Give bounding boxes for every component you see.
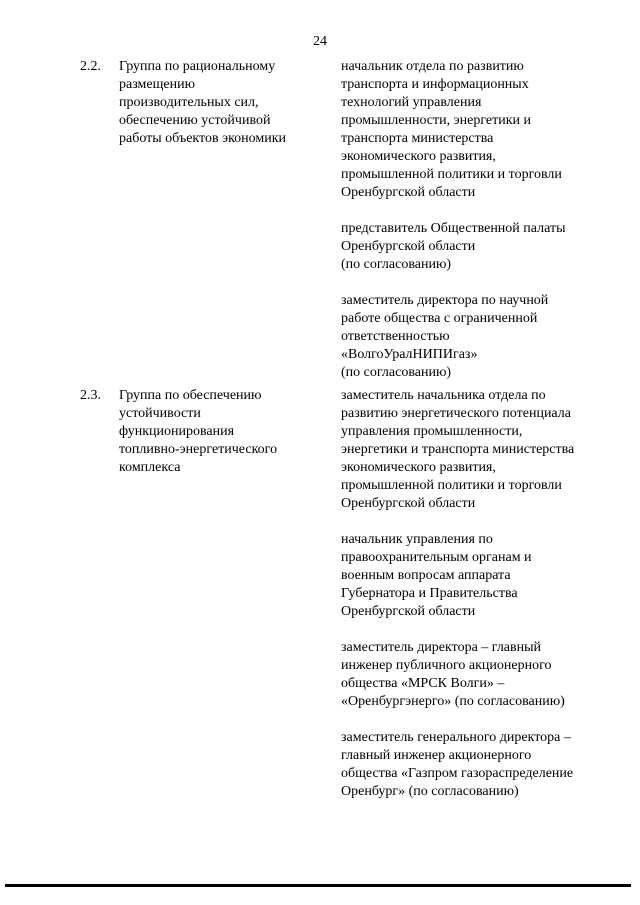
member-line: энергетики и транспорта министерства xyxy=(341,442,575,457)
member-line: транспорта и информационных xyxy=(341,77,529,92)
member-entry xyxy=(341,292,611,382)
member-line: Оренбургской области xyxy=(341,185,476,200)
member-line: технологий управления xyxy=(341,95,482,110)
member-line: промышленности, энергетики и xyxy=(341,113,532,128)
member-line: «Оренбургэнерго» (по согласованию) xyxy=(341,694,565,709)
member-list xyxy=(341,58,611,400)
member-line: Оренбургской области xyxy=(341,604,476,619)
section-title xyxy=(119,387,314,477)
section-title-line: устойчивости xyxy=(119,406,201,421)
bottom-rule xyxy=(5,884,631,887)
section-number: 2.2. xyxy=(80,59,101,74)
member-list xyxy=(341,387,611,819)
member-entry xyxy=(341,531,611,621)
member-line: военным вопросам аппарата xyxy=(341,568,511,583)
member-line: общества «МРСК Волги» – xyxy=(341,676,505,691)
member-line: развитию энергетического потенциала xyxy=(341,406,571,421)
member-line: инженер публичного акционерного xyxy=(341,658,552,673)
member-line: «ВолгоУралНИПИгаз» xyxy=(341,347,478,362)
member-line: заместитель начальника отдела по xyxy=(341,388,546,403)
member-line: правоохранительным органам и xyxy=(341,550,532,565)
member-line: работе общества с ограниченной xyxy=(341,311,538,326)
member-line: Губернатора и Правительства xyxy=(341,586,518,601)
member-line: Оренбургской области xyxy=(341,496,476,511)
member-line: общества «Газпром газораспределение xyxy=(341,766,574,781)
member-entry xyxy=(341,639,611,711)
member-line: начальник отдела по развитию xyxy=(341,59,524,74)
member-entry xyxy=(341,729,611,801)
member-line: (по согласованию) xyxy=(341,257,452,272)
member-line: Оренбургской области xyxy=(341,239,476,254)
section-title-line: комплекса xyxy=(119,460,181,475)
member-line: главный инженер акционерного xyxy=(341,748,532,763)
member-line: заместитель директора – главный xyxy=(341,640,542,655)
member-entry xyxy=(341,58,611,202)
section-title-line: Группа по рациональному xyxy=(119,59,276,74)
member-line: заместитель директора по научной xyxy=(341,293,549,308)
member-line: (по согласованию) xyxy=(341,365,452,380)
member-line: экономического развития, xyxy=(341,149,496,164)
section-title-line: размещению xyxy=(119,77,196,92)
member-line: управления промышленности, xyxy=(341,424,523,439)
section-number: 2.3. xyxy=(80,388,101,403)
member-line: транспорта министерства xyxy=(341,131,494,146)
member-line: экономического развития, xyxy=(341,460,496,475)
section-title xyxy=(119,58,314,148)
section-title-line: производительных сил, xyxy=(119,95,259,110)
section-title-line: Группа по обеспечению xyxy=(119,388,262,403)
member-entry xyxy=(341,387,611,513)
member-line: промышленной политики и торговли xyxy=(341,478,562,493)
member-line: заместитель генерального директора – xyxy=(341,730,571,745)
member-line: ответственностью xyxy=(341,329,450,344)
member-line: промышленной политики и торговли xyxy=(341,167,562,182)
member-entry xyxy=(341,220,611,274)
member-line: Оренбург» (по согласованию) xyxy=(341,784,519,799)
section-title-line: топливно-энергетического xyxy=(119,442,278,457)
section-title-line: обеспечению устойчивой xyxy=(119,113,271,128)
member-line: представитель Общественной палаты xyxy=(341,221,566,236)
section-title-line: функционирования xyxy=(119,424,235,439)
section-title-line: работы объектов экономики xyxy=(119,131,287,146)
member-line: начальник управления по xyxy=(341,532,493,547)
page-number: 24 xyxy=(313,34,327,49)
